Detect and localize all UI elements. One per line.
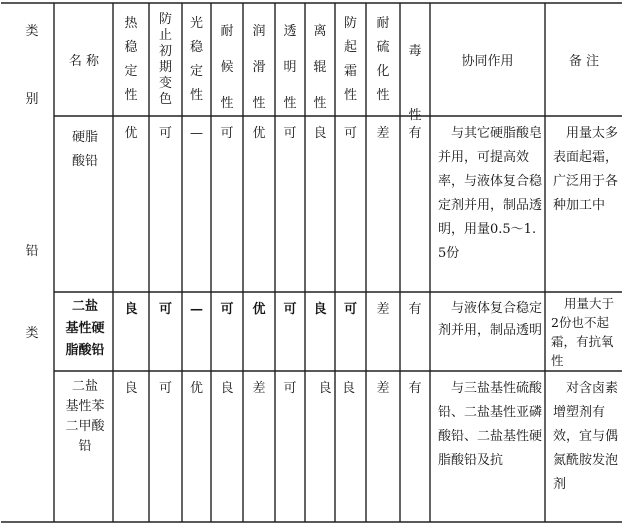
cell-value: 良	[318, 381, 332, 396]
cell-value: 良	[220, 381, 234, 396]
row-synergy: 与其它硬脂酸皂并用，可提高效率，与液体复合稳定剂并用，制品透明，用量0.5～1.5份	[438, 126, 543, 261]
category-lead-char: 铅	[25, 244, 39, 259]
cell-value: 可	[158, 302, 172, 317]
header-thermal-stability: 热 稳 定 性	[124, 16, 138, 103]
cell-value: 可	[283, 302, 297, 317]
header-category-char: 类	[25, 24, 39, 39]
header-sulfide-resistance: 耐 硫 化 性	[376, 16, 390, 103]
cell-value: 可	[220, 302, 234, 317]
cell-value: 良	[124, 381, 138, 396]
row-synergy: 与三盐基性硫酸铅、二盐基性亚磷酸铅、二盐基性硬脂酸铅及抗	[438, 381, 543, 468]
cell-value: 差	[376, 126, 390, 141]
row-name: 二盐 基性苯 二甲酸 铅	[65, 379, 105, 454]
cell-value: 可	[220, 126, 234, 141]
cell-value: 优	[252, 126, 266, 141]
row-name: 二盐 基性硬 脂酸铅	[65, 299, 105, 358]
cell-value: 有	[408, 126, 422, 141]
header-category-char: 别	[25, 92, 39, 107]
header-light-stability: 光 稳 定 性	[189, 16, 203, 103]
cell-value: 优	[252, 302, 266, 317]
row-synergy: 与液体复合稳定剂并用，制品透明	[438, 301, 543, 338]
header-name: 名 称	[68, 54, 100, 69]
cell-value: 差	[376, 381, 390, 396]
cell-value: 优	[124, 126, 138, 141]
cell-value: —	[190, 302, 203, 317]
header-roll-release: 离 辊 性	[313, 24, 327, 111]
cell-value: 可	[343, 126, 357, 141]
header-synergy: 协同作用	[461, 54, 514, 69]
cell-value: 差	[252, 381, 266, 396]
row-remarks: 用量太多表面起霜，广泛用于各种加工中	[553, 126, 619, 213]
row-remarks: 用量大于2份也不起霜，有抗氧性	[551, 296, 615, 368]
cell-value: 差	[376, 302, 390, 317]
header-weatherability: 耐 候 性	[220, 24, 234, 111]
header-transparency: 透 明 性	[283, 24, 297, 111]
cell-value: 良	[313, 302, 327, 317]
cell-value: 良	[124, 302, 138, 317]
header-initial-discoloration: 防 止 初 期 变 色	[158, 12, 172, 107]
row-remarks: 对含卤素增塑剂有效，宜与偶氮酰胺发泡剂	[553, 381, 619, 492]
row-name: 硬脂 酸铅	[71, 130, 98, 169]
cell-value: 有	[408, 381, 422, 396]
cell-value: 可	[343, 302, 357, 317]
header-remarks: 备 注	[568, 54, 600, 69]
header-anti-bloom: 防 起 霜 性	[343, 16, 357, 103]
cell-value: 优	[189, 381, 203, 396]
cell-value: 可	[158, 381, 172, 396]
cell-value: 良	[341, 381, 355, 396]
cell-value: 可	[158, 126, 172, 141]
cell-value: —	[190, 126, 203, 141]
cell-value: 可	[283, 126, 297, 141]
cell-value: 良	[313, 126, 327, 141]
cell-value: 可	[283, 381, 297, 396]
header-toxicity: 毒 性	[408, 44, 422, 123]
header-lubricity: 润 滑 性	[252, 24, 266, 111]
category-class-char: 类	[25, 326, 39, 341]
cell-value: 有	[408, 302, 422, 317]
